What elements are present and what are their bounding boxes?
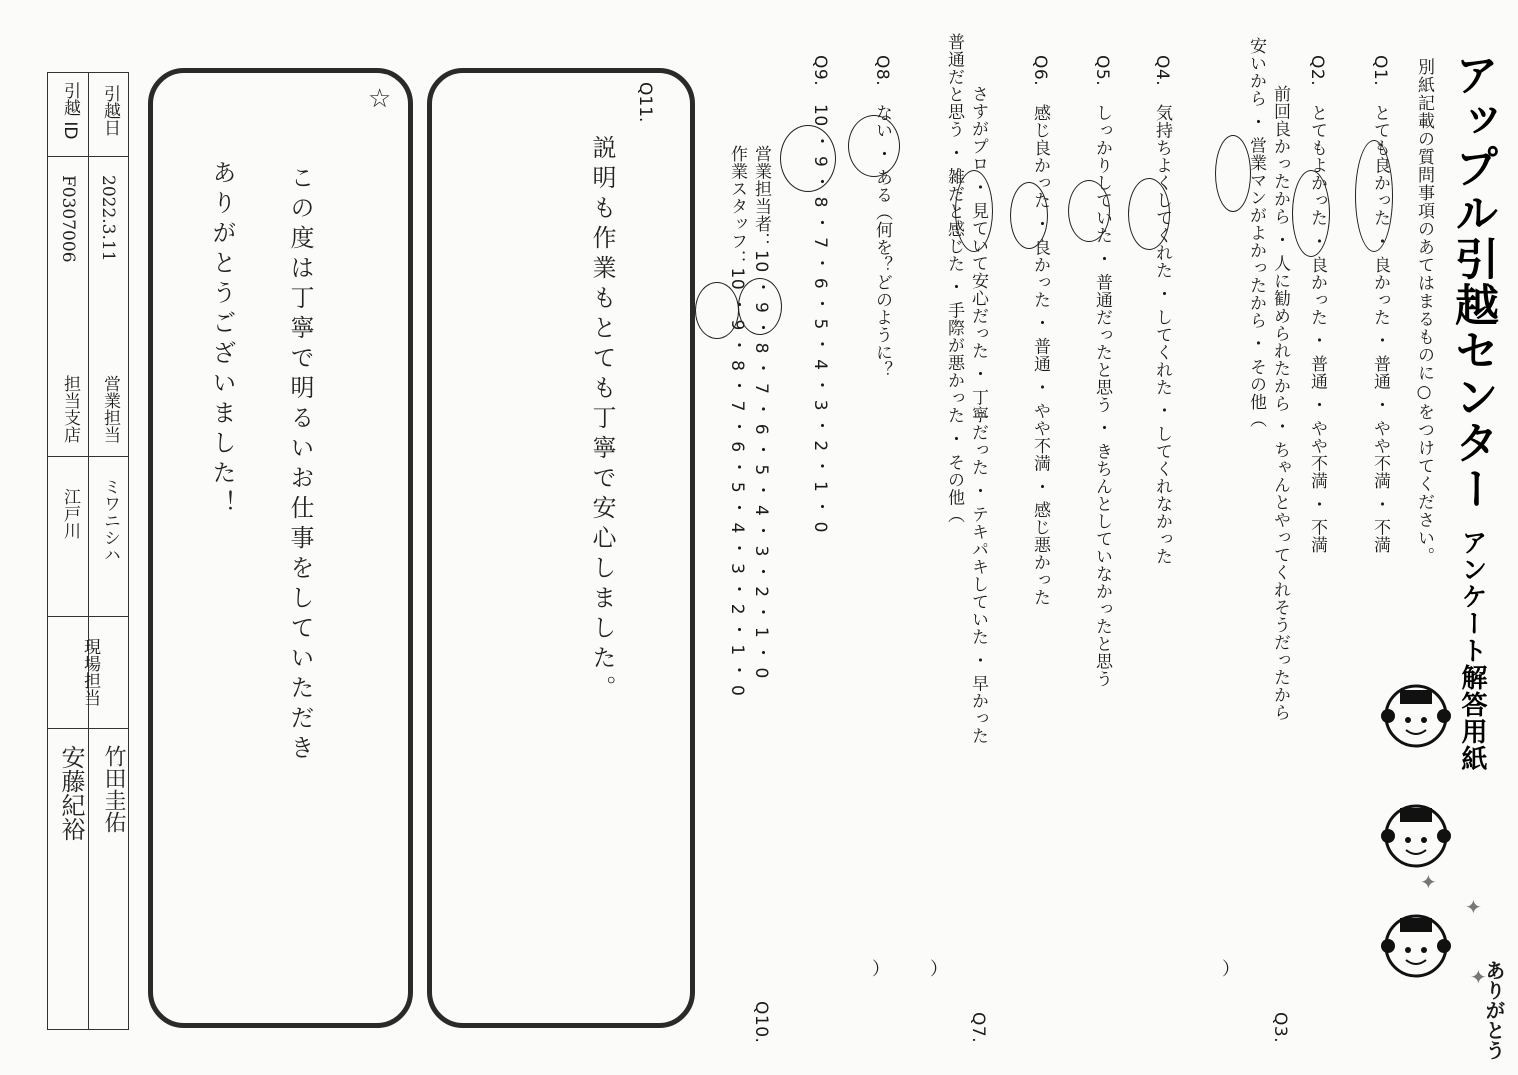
question-number: Q10. (751, 1000, 771, 1043)
question-options-line2: 普通だと思う ・ 雑だと感じた ・ 手際が悪かった ・ その他（ (944, 33, 964, 524)
q11-answer-box-2 (148, 68, 413, 1028)
question-number: Q8. (872, 55, 892, 87)
move-date-value: 2022.3.11 (98, 175, 118, 262)
thanks-text: ありがとう (1482, 960, 1506, 1060)
question-number: Q7. (968, 1011, 988, 1043)
form-subtitle: アンケート解答用紙 (1457, 529, 1487, 773)
answer-circle-q8 (848, 115, 900, 177)
site-value-2: 安藤紀裕 (57, 745, 85, 841)
question-options: さすがプロ ・ 見ていて安心だった ・ 丁寧だった ・ テキパキしていた ・ 早かった (968, 85, 988, 745)
question-options: 前回良かったから ・ 人に勧められたから ・ ちゃんとやってくれそうだったから (1270, 85, 1290, 722)
question-options: しっかりしていた ・ 普通だったと思う ・ きちんとしていなかったと思う (1092, 104, 1112, 688)
move-date-label: 引越日 (100, 85, 120, 136)
q11-answer-line1: 説明も作業もとても丁寧で安心しました。 (588, 135, 616, 705)
sparkle-icon: ✦ (1465, 895, 1482, 919)
question-number: Q2. (1307, 55, 1327, 87)
move-id-label: 引越 ID (60, 82, 80, 140)
question-options-line2: 安いから ・ 営業マンがよかったから ・ その他（ (1246, 37, 1266, 429)
answer-circle-q3 (1215, 135, 1251, 212)
sparkle-icon: ✦ (1420, 870, 1437, 894)
q11-label: Q11. (635, 82, 655, 123)
answer-circle-q7 (955, 170, 993, 252)
answer-circle-q4 (1128, 178, 1170, 250)
q11-answer-line2: この度は丁寧で明るいお仕事をしていただき (286, 165, 314, 765)
question-options: 10 ・ 9 ・ 8 ・ 7 ・ 6 ・ 5 ・ 4 ・ 3 ・ 2 ・ 1 ・ 0 (810, 104, 830, 533)
q11-answer-box-1 (427, 68, 695, 1028)
question-q9 (808, 55, 832, 1055)
question-number: Q9. (810, 55, 830, 87)
question-number: Q6. (1030, 55, 1050, 87)
star-icon: ☆ (368, 84, 392, 114)
question-options: 気持ちよくしてくれた ・ してくれた ・ してくれなかった (1152, 104, 1172, 566)
move-id-value: F0307006 (58, 175, 78, 263)
branch-value: 江戸川 (60, 488, 80, 539)
question-options: ない ・ ある（何を？どのように？ (872, 104, 892, 379)
question-number: Q1. (1370, 55, 1390, 87)
question-q10 (705, 55, 773, 1055)
sparkle-icon: ✦ (1470, 965, 1487, 989)
question-options: とても良かった ・ 良かった ・ 普通 ・ やや不満 ・ 不満 (1370, 104, 1390, 554)
close-paren: ） (1222, 959, 1240, 980)
answer-circle-q6 (1010, 182, 1048, 249)
company-name: アップル引越センター (1447, 52, 1498, 512)
question-q3 (1240, 37, 1292, 1055)
question-number: Q4. (1152, 55, 1172, 87)
close-paren: ） (930, 959, 948, 980)
site-label: 現場担当 (80, 638, 100, 706)
answer-circle-q1 (1355, 140, 1393, 252)
question-q8 (870, 55, 894, 1055)
question-options-line2: 作業スタッフ：10 ・ 9 ・ 8 ・ 7 ・ 6 ・ 5 ・ 4 ・ 3 ・ 2 ・ 1 ・ 0 (727, 145, 747, 697)
answer-circle-q10-sales (738, 278, 782, 335)
answer-circle-q2 (1292, 170, 1330, 257)
branch-label: 担当支店 (60, 375, 80, 443)
question-options: 営業担当者：10 ・ 9 ・ 8 ・ 7 ・ 6 ・ 5 ・ 4 ・ 3 ・ 2 ・ 1 ・ 0 (751, 145, 771, 679)
sales-value: ミワニシハ (100, 478, 120, 563)
question-number: Q3. (1270, 1011, 1290, 1043)
sales-label: 営業担当 (100, 375, 120, 443)
instruction-text: 別紙記載の質問事項のあてはまるものに○をつけてください。 (1414, 58, 1434, 565)
answer-circle-q5 (1068, 180, 1110, 242)
q11-answer-line3: ありがとうございました！ (208, 160, 236, 520)
answer-circle-q9 (780, 125, 836, 192)
site-value-1: 竹田圭佑 (101, 745, 126, 833)
question-options: とてもよかった ・ 良かった ・ 普通 ・ やや不満 ・ 不満 (1307, 104, 1327, 554)
close-paren: ） (872, 959, 890, 980)
answer-circle-q10-staff (695, 282, 739, 339)
question-options: 感じ良かった ・ 良かった ・ 普通 ・ やや不満 ・ 感じ悪かった (1030, 104, 1050, 607)
question-number: Q5. (1092, 55, 1112, 87)
